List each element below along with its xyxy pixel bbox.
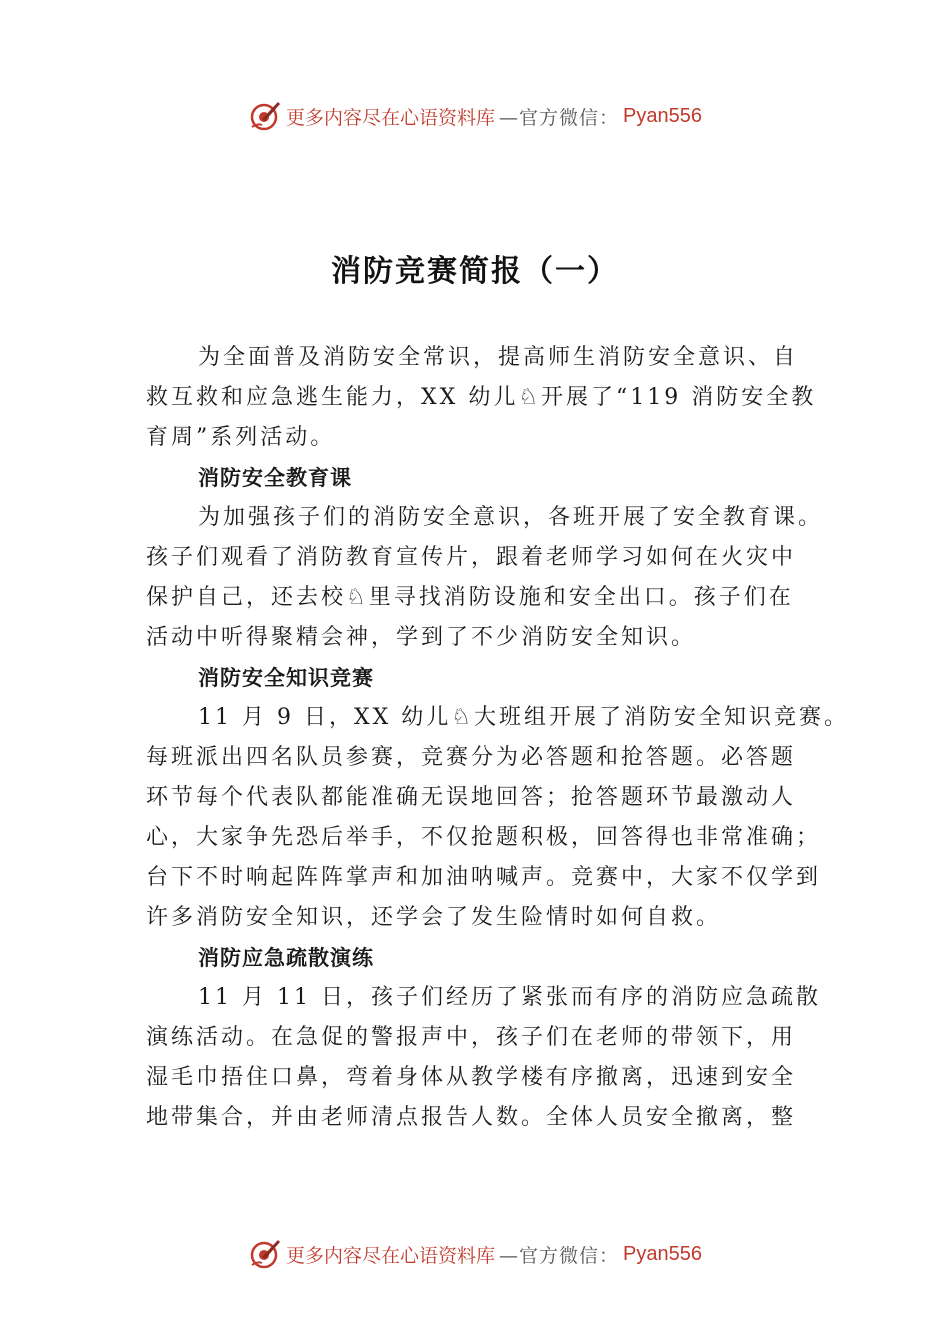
paragraph-line: 为全面普及消防安全常识，提高师生消防安全意识、自 [198,345,799,370]
banner-wechat-id: Pyan556 [623,104,702,127]
section-evacuation-drill [146,938,821,1138]
pen-logo-icon [248,1237,282,1271]
document-body [146,338,850,1138]
banner-sub-text: —官方微信： [499,106,620,129]
section-knowledge-contest [146,658,850,938]
paragraph-line: 许多消防安全知识，还学会了发生险情时如何自救。 [146,905,722,930]
paragraph-line: 育周”系列活动。 [146,425,336,450]
paragraph-line: 为加强孩子们的消防安全意识，各班开展了安全教育课。 [198,505,824,530]
footer-watermark-banner [0,1234,950,1274]
pen-logo-icon [248,99,282,133]
paragraph-line: 演练活动。在急促的警报声中，孩子们在老师的带领下，用 [146,1025,797,1050]
banner-wechat-id: Pyan556 [623,1242,702,1265]
paragraph-line: 活动中听得聚精会神，学到了不少消防安全知识。 [146,625,697,650]
paragraph-line: 11 月 11 日，孩子们经历了紧张而有序的消防应急疏散 [198,985,821,1010]
banner-main-text: 更多内容尽在心语资料库 [286,1244,496,1267]
paragraph-line: 救互救和应急逃生能力，XX 幼儿♘开展了“119 消防安全教 [146,385,817,410]
section-education-class [146,458,824,658]
paragraph-line: 11 月 9 日，XX 幼儿♘大班组开展了消防安全知识竞赛。 [198,705,850,730]
paragraph-line: 地带集合，并由老师清点报告人数。全体人员安全撤离，整 [146,1105,797,1130]
document-title: 消防竞赛简报（一） [331,254,619,289]
paragraph-line: 台下不时响起阵阵掌声和加油呐喊声。竞赛中，大家不仅学到 [146,865,822,890]
paragraph-line: 保护自己，还去校♘里寻找消防设施和安全出口。孩子们在 [146,585,794,610]
intro-paragraph [146,338,816,458]
banner-sub-text: —官方微信： [499,1244,620,1267]
paragraph-line: 湿毛巾捂住口鼻，弯着身体从教学楼有序撤离，迅速到安全 [146,1065,797,1090]
section-heading: 消防应急疏散演练 [198,945,374,970]
paragraph-line: 孩子们观看了消防教育宣传片，跟着老师学习如何在火灾中 [146,545,797,570]
paragraph-line: 心，大家争先恐后举手，不仅抢题积极，回答得也非常准确； [146,825,822,850]
banner-main-text: 更多内容尽在心语资料库 [286,106,496,129]
header-watermark-banner [0,96,950,136]
paragraph-line: 每班派出四名队员参赛，竞赛分为必答题和抢答题。必答题 [146,745,797,770]
paragraph-line: 环节每个代表队都能准确无误地回答；抢答题环节最激动人 [146,785,797,810]
section-heading: 消防安全知识竞赛 [198,665,374,690]
section-heading: 消防安全教育课 [198,465,352,490]
